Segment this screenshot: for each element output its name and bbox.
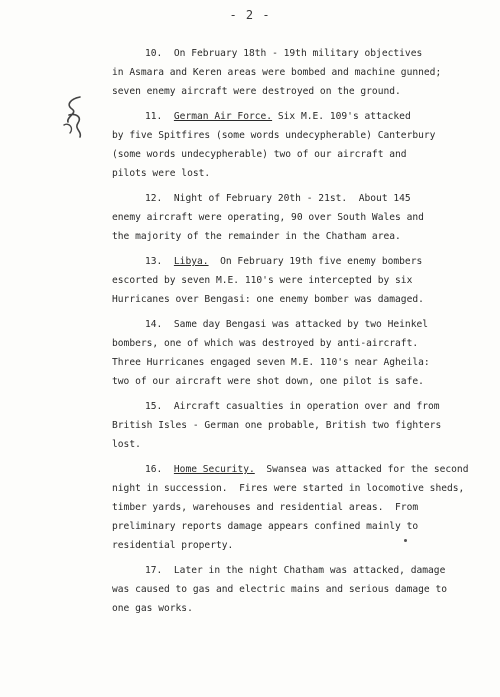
paragraph-text: Later in the night Chatham was attacked, damage xyxy=(173,565,446,576)
paragraph-17 xyxy=(112,561,472,618)
paragraph-line: British Isles - German one probable, British two fighters xyxy=(112,420,442,431)
paragraph-line: was caused to gas and electric mains and serious damage to xyxy=(112,584,448,595)
paragraph-line xyxy=(112,561,472,580)
paragraph-line xyxy=(112,189,472,208)
paragraph-line: timber yards, warehouses and residential areas. From xyxy=(112,502,419,513)
section-heading: Libya. xyxy=(173,256,209,267)
paragraph-line: Hurricanes over Bengasi: one enemy bomber was damaged. xyxy=(112,294,424,305)
paragraph-number: 13. xyxy=(145,256,163,267)
paragraph-14 xyxy=(112,315,472,391)
paragraph-text: Same day Bengasi was attacked by two Heinkel xyxy=(173,319,429,330)
paragraph-12 xyxy=(112,189,472,246)
paragraph-number: 17. xyxy=(145,565,163,576)
section-heading: German Air Force. xyxy=(173,111,273,122)
paragraph-15 xyxy=(112,397,472,454)
paragraph-line: pilots were lost. xyxy=(112,168,211,179)
paragraph-text: Swansea was attacked for the second xyxy=(254,464,469,475)
paragraph-line xyxy=(112,315,472,334)
paragraph-line: escorted by seven M.E. 110's were intercepted by six xyxy=(112,275,413,286)
paragraph-text: Night of February 20th - 21st. About 145 xyxy=(173,193,411,204)
paragraph-number: 11. xyxy=(145,111,163,122)
paragraph-line: seven enemy aircraft were destroyed on the ground. xyxy=(112,86,401,97)
paragraph-number: 14. xyxy=(145,319,163,330)
paragraph-line: preliminary reports damage appears confined mainly to xyxy=(112,521,419,532)
paragraph-line: enemy aircraft were operating, 90 over South Wales and xyxy=(112,212,424,223)
paragraph-number: 10. xyxy=(145,48,163,59)
paragraph-number: 15. xyxy=(145,401,163,412)
paragraph-line: one gas works. xyxy=(112,603,193,614)
paragraph-13 xyxy=(112,252,472,309)
paragraph-11 xyxy=(112,107,472,183)
paragraph-16 xyxy=(112,460,472,555)
paragraph-line xyxy=(112,107,472,126)
paragraph-line xyxy=(112,252,472,271)
paragraph-10 xyxy=(112,44,472,101)
paragraph-line: Three Hurricanes engaged seven M.E. 110's near Agheila: xyxy=(112,357,430,368)
paragraph-line: in Asmara and Keren areas were bombed and machine gunned; xyxy=(112,67,442,78)
paragraph-line: lost. xyxy=(112,439,141,450)
paragraph-text: Six M.E. 109's attacked xyxy=(272,111,411,122)
paragraph-line xyxy=(112,460,472,479)
paragraph-number: 16. xyxy=(145,464,163,475)
paragraph-line xyxy=(112,397,472,416)
paragraph-number: 12. xyxy=(145,193,163,204)
paragraph-line: bombers, one of which was destroyed by anti-aircraft. xyxy=(112,338,419,349)
paragraph-line: the majority of the remainder in the Chatham area. xyxy=(112,231,401,242)
ink-dot xyxy=(404,539,407,542)
handwritten-annotation-icon xyxy=(60,95,90,140)
paragraph-text: Aircraft casualties in operation over and from xyxy=(173,401,440,412)
paragraph-line: night in succession. Fires were started in locomotive sheds, xyxy=(112,483,465,494)
paragraph-line: (some words undecypherable) two of our aircraft and xyxy=(112,149,407,160)
document-body xyxy=(112,44,472,624)
section-heading: Home Security. xyxy=(173,464,255,475)
paragraph-line xyxy=(112,44,472,63)
page-number: - 2 - xyxy=(229,8,271,22)
paragraph-text: On February 18th - 19th military objectives xyxy=(173,48,423,59)
paragraph-text: On February 19th five enemy bombers xyxy=(208,256,423,267)
paragraph-line: residential property. xyxy=(112,540,234,551)
paragraph-line: two of our aircraft were shot down, one pilot is safe. xyxy=(112,376,424,387)
paragraph-line: by five Spitfires (some words undecypherable) Canterbury xyxy=(112,130,436,141)
